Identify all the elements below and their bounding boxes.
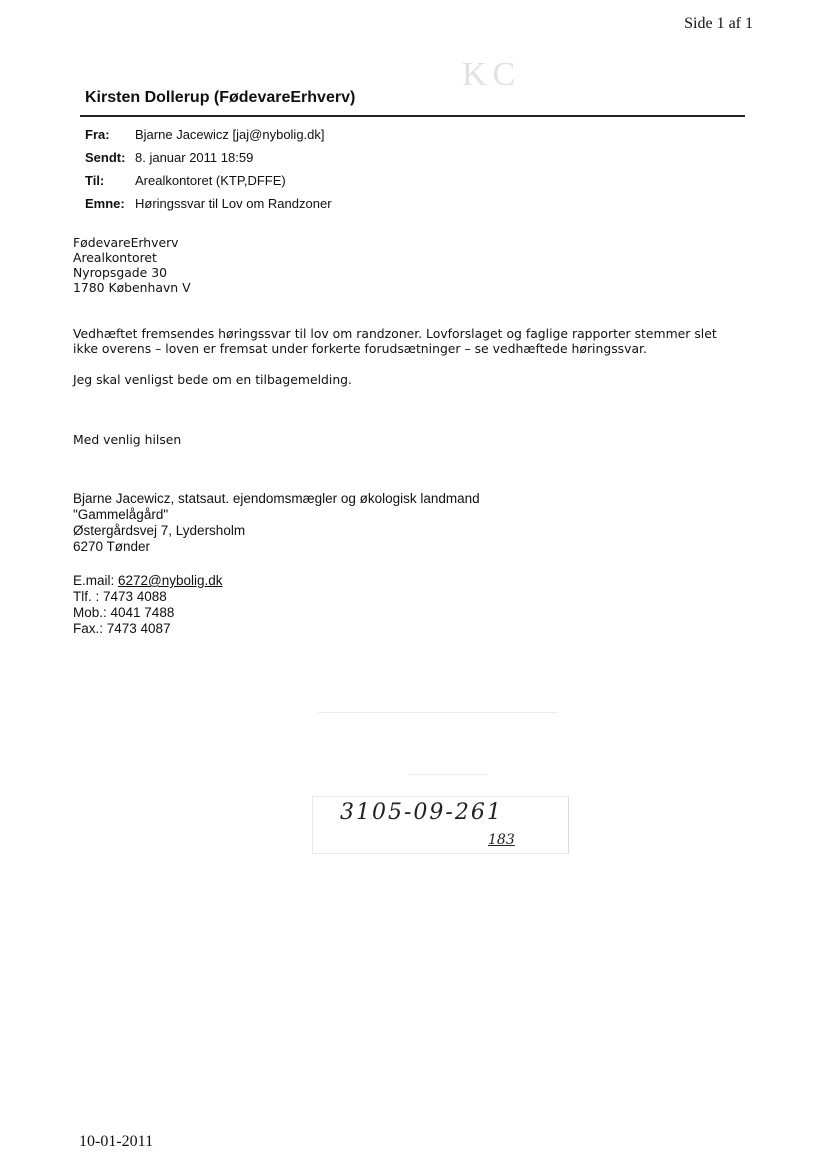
footer-date: 10-01-2011 [79, 1133, 154, 1150]
recipient-address [73, 235, 191, 295]
signature-line: "Gammelågård" [73, 507, 169, 522]
signature-line: 6270 Tønder [73, 539, 151, 554]
closing-text: Med venlig hilsen [73, 432, 182, 447]
signature-block [73, 491, 480, 555]
sent-value: 8. januar 2011 18:59 [135, 150, 254, 165]
request-text: Jeg skal venligst bede om en tilbagemelding. [73, 372, 352, 387]
message-line: Vedhæftet fremsendes høringssvar til lov om randzoner. Lovforslaget og faglige rapporter stemmer slet [73, 326, 717, 341]
address-line: Nyropsgade 30 [73, 265, 167, 280]
message-paragraph [73, 326, 717, 356]
from-value: Bjarne Jacewicz [jaj@nybolig.dk] [135, 127, 325, 142]
email-label: E.mail: [73, 573, 119, 588]
journal-subnumber: 183 [488, 832, 515, 848]
subject-row [85, 196, 332, 211]
address-line: 1780 København V [73, 280, 191, 295]
phone-line: Tlf. : 7473 4088 [73, 589, 167, 604]
sender-title: Kirsten Dollerup (FødevareErhverv) [85, 89, 356, 106]
email-link[interactable]: 6272@nybolig.dk [118, 573, 223, 588]
sent-label: Sendt: [85, 150, 126, 165]
message-line: ikke overens – loven er fremsat under forkerte forudsætninger – se vedhæftede høringssvar. [73, 341, 647, 356]
from-label: Fra: [85, 127, 110, 142]
scan-artifact [318, 712, 558, 713]
to-row [85, 173, 286, 188]
subject-value: Høringssvar til Lov om Randzoner [135, 196, 332, 211]
signature-line: Bjarne Jacewicz, statsaut. ejendomsmægler og økologisk landmand [73, 491, 480, 506]
mobile-line: Mob.: 4041 7488 [73, 605, 175, 620]
signature-line: Østergårdsvej 7, Lydersholm [73, 523, 246, 538]
to-value: Arealkontoret (KTP,DFFE) [135, 173, 286, 188]
contact-block [73, 573, 223, 637]
fax-line: Fax.: 7473 4087 [73, 621, 171, 636]
faint-stamp: KC [462, 56, 522, 93]
from-row [85, 127, 325, 142]
page-number: Side 1 af 1 [684, 15, 753, 32]
sent-row [85, 150, 253, 165]
to-label: Til: [85, 173, 105, 188]
email-row [73, 573, 223, 589]
scan-artifact [408, 774, 488, 775]
address-line: Arealkontoret [73, 250, 157, 265]
header-divider [80, 115, 745, 117]
address-line: FødevareErhverv [73, 235, 179, 250]
journal-number: 3105-09-261 [340, 800, 503, 825]
subject-label: Emne: [85, 196, 125, 211]
